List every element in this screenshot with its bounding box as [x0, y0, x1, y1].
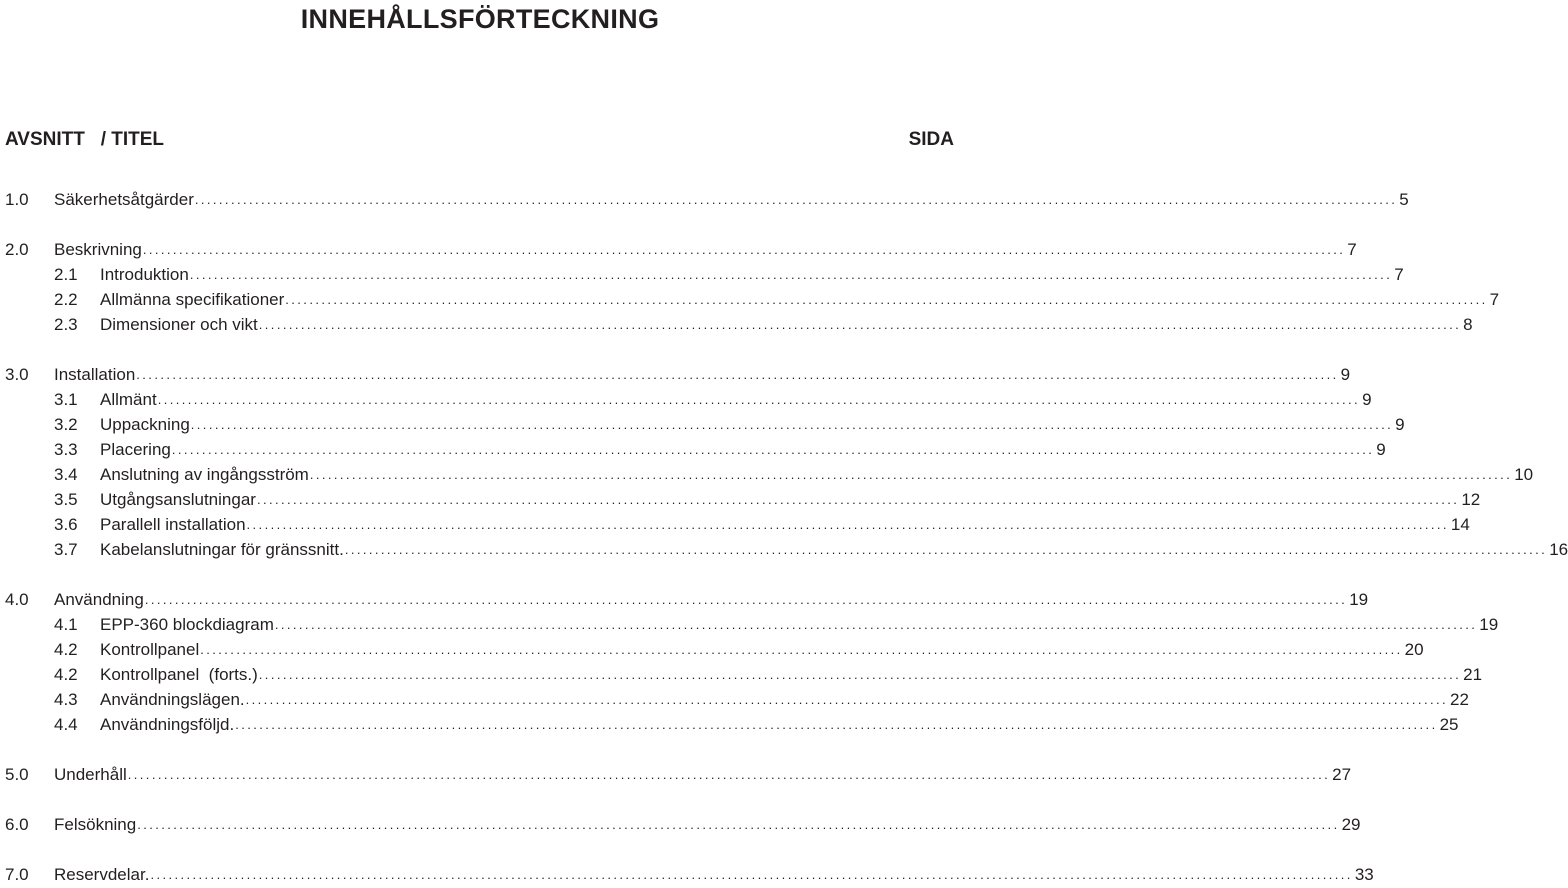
dot-leader: ........................................................................................................................................................................................................	[258, 667, 1462, 682]
toc-entry[interactable]	[0, 363, 1351, 387]
toc-entry-page: 16	[1549, 540, 1568, 559]
toc-entry-label: Felsökning	[54, 815, 137, 834]
toc-entry-number: 1.0	[5, 190, 29, 209]
dot-leader: ........................................................................................................................................................................................................	[235, 717, 1438, 732]
dot-leader: ........................................................................................................................................................................................................	[144, 592, 1348, 607]
toc-entry-number: 4.2	[54, 640, 78, 659]
dot-leader: ........................................................................................................................................................................................................	[194, 192, 1398, 207]
toc-entry-label: Kontrollpanel	[100, 640, 200, 659]
toc-entry-label: Allmänt	[100, 390, 157, 409]
toc-entry-page: 25	[1439, 715, 1459, 734]
toc-entry-number: 2.3	[54, 315, 78, 334]
toc-entry[interactable]	[0, 588, 1369, 612]
toc-entry-number: 7.0	[5, 865, 29, 884]
toc-entry-label: Underhåll	[54, 765, 127, 784]
toc-entry-number: 2.1	[54, 265, 78, 284]
toc-entry[interactable]	[0, 663, 1483, 687]
toc-entry-page: 7	[1347, 240, 1357, 259]
toc-entry[interactable]	[0, 863, 1374, 887]
dot-leader: ........................................................................................................................................................................................................	[256, 492, 1460, 507]
toc-entry-label: Introduktion	[100, 265, 189, 284]
toc-entry-label: Installation	[54, 365, 136, 384]
toc-entry-number: 2.0	[5, 240, 29, 259]
toc-entry-number: 3.2	[54, 415, 78, 434]
toc-entry[interactable]	[0, 238, 1357, 262]
toc-entry[interactable]	[0, 513, 1470, 537]
toc-entry-page: 9	[1340, 365, 1351, 384]
toc-entry-number: 5.0	[5, 765, 29, 784]
toc-entry-page: 12	[1461, 490, 1481, 509]
toc-entry-label: Användning	[54, 590, 144, 609]
toc-entry-label: Allmänna specifikationer	[100, 290, 285, 309]
dot-leader: ........................................................................................................................................................................................................	[142, 242, 1346, 257]
toc-entry-page: 14	[1450, 515, 1470, 534]
toc-entry[interactable]	[0, 538, 1568, 562]
dot-leader: ........................................................................................................................................................................................................	[157, 392, 1361, 407]
toc-entry-number: 3.4	[54, 465, 78, 484]
dot-leader: ........................................................................................................................................................................................................	[344, 542, 1548, 557]
toc-entry-page: 9	[1376, 440, 1386, 459]
toc-entry-number: 3.6	[54, 515, 78, 534]
dot-leader: ........................................................................................................................................................................................................	[309, 467, 1513, 482]
toc-entry-number: 2.2	[54, 290, 78, 309]
toc-entry-label: Kabelanslutningar för gränssnitt.	[100, 540, 344, 559]
dot-leader: ........................................................................................................................................................................................................	[190, 417, 1394, 432]
toc-entry-page: 5	[1399, 190, 1409, 209]
toc-entry-label: Användningsföljd.	[100, 715, 235, 734]
toc-entry-number: 3.7	[54, 540, 78, 559]
toc-entry[interactable]	[0, 613, 1499, 637]
toc-entry-page: 9	[1395, 415, 1405, 434]
toc-entry[interactable]	[0, 188, 1409, 212]
toc-entry[interactable]	[0, 313, 1473, 337]
dot-leader: ........................................................................................................................................................................................................	[137, 817, 1340, 832]
toc-entry-page: 8	[1463, 315, 1473, 334]
dot-leader: ........................................................................................................................................................................................................	[136, 367, 1339, 382]
toc-entry-label: EPP-360 blockdiagram	[100, 615, 274, 634]
dot-leader: ........................................................................................................................................................................................................	[127, 767, 1331, 782]
toc-entry-label: Beskrivning	[54, 240, 142, 259]
toc-entry-label: Anslutning av ingångsström	[100, 465, 309, 484]
toc-entry-label: Användningslägen.	[100, 690, 245, 709]
toc-entry-page: 27	[1332, 765, 1352, 784]
toc-entry[interactable]	[0, 288, 1500, 312]
dot-leader: ........................................................................................................................................................................................................	[246, 517, 1449, 532]
toc-entry[interactable]	[0, 413, 1405, 437]
toc-entry[interactable]	[0, 713, 1459, 737]
toc-entry-page: 19	[1479, 615, 1499, 634]
toc-entry-number: 4.4	[54, 715, 78, 734]
dot-leader: ........................................................................................................................................................................................................	[245, 692, 1448, 707]
toc-entry-page: 21	[1463, 665, 1483, 684]
toc-entry-number: 3.1	[54, 390, 78, 409]
toc-entry-number: 3.3	[54, 440, 78, 459]
dot-leader: ........................................................................................................................................................................................................	[258, 317, 1462, 332]
dot-leader: ........................................................................................................................................................................................................	[285, 292, 1488, 307]
toc-entry-label: Placering	[100, 440, 171, 459]
toc-entry-page: 9	[1362, 390, 1372, 409]
dot-leader: ........................................................................................................................................................................................................	[189, 267, 1393, 282]
column-header-section-title: AVSNITT / TITEL	[5, 129, 165, 150]
toc-entry-number: 4.3	[54, 690, 78, 709]
dot-leader: ........................................................................................................................................................................................................	[200, 642, 1403, 657]
toc-entry[interactable]	[0, 638, 1424, 662]
toc-entry[interactable]	[0, 438, 1386, 462]
toc-entry[interactable]	[0, 488, 1481, 512]
toc-entry-page: 20	[1404, 640, 1424, 659]
toc-entry-number: 3.0	[5, 365, 29, 384]
toc-entry-label: Reservdelar.	[54, 865, 150, 884]
toc-entry[interactable]	[0, 763, 1352, 787]
toc-entry-number: 4.0	[5, 590, 29, 609]
toc-entry-page: 19	[1349, 590, 1369, 609]
toc-entry-page: 29	[1341, 815, 1361, 834]
toc-entry-label: Dimensioner och vikt	[100, 315, 258, 334]
toc-entry-page: 22	[1450, 690, 1469, 709]
dot-leader: ........................................................................................................................................................................................................	[171, 442, 1375, 457]
column-header-page: SIDA	[908, 129, 954, 150]
toc-entry-label: Uppackning	[100, 415, 190, 434]
toc-entry-number: 4.2	[54, 665, 78, 684]
toc-entry-label: Parallell installation	[100, 515, 246, 534]
toc-entry[interactable]	[0, 263, 1404, 287]
toc-entry-label: Utgångsanslutningar	[100, 490, 256, 509]
dot-leader: ........................................................................................................................................................................................................	[274, 617, 1478, 632]
toc-entry-number: 6.0	[5, 815, 29, 834]
toc-entry-label: Kontrollpanel (forts.)	[100, 665, 258, 684]
toc-entry-page: 7	[1394, 265, 1404, 284]
toc-entry-page: 10	[1514, 465, 1534, 484]
page-title: INNEHÅLLSFÖRTECKNING	[300, 4, 660, 34]
toc-entry-page: 33	[1354, 865, 1374, 884]
toc-entry[interactable]	[0, 688, 1469, 712]
toc-entry[interactable]	[0, 463, 1534, 487]
dot-leader: ........................................................................................................................................................................................................	[150, 867, 1353, 882]
toc-entry-number: 3.5	[54, 490, 78, 509]
toc-entry-page: 7	[1489, 290, 1500, 309]
toc-entry[interactable]	[0, 388, 1372, 412]
toc-entry-label: Säkerhetsåtgärder	[54, 190, 194, 209]
toc-entry-number: 4.1	[54, 615, 78, 634]
toc-entry[interactable]	[0, 813, 1361, 837]
